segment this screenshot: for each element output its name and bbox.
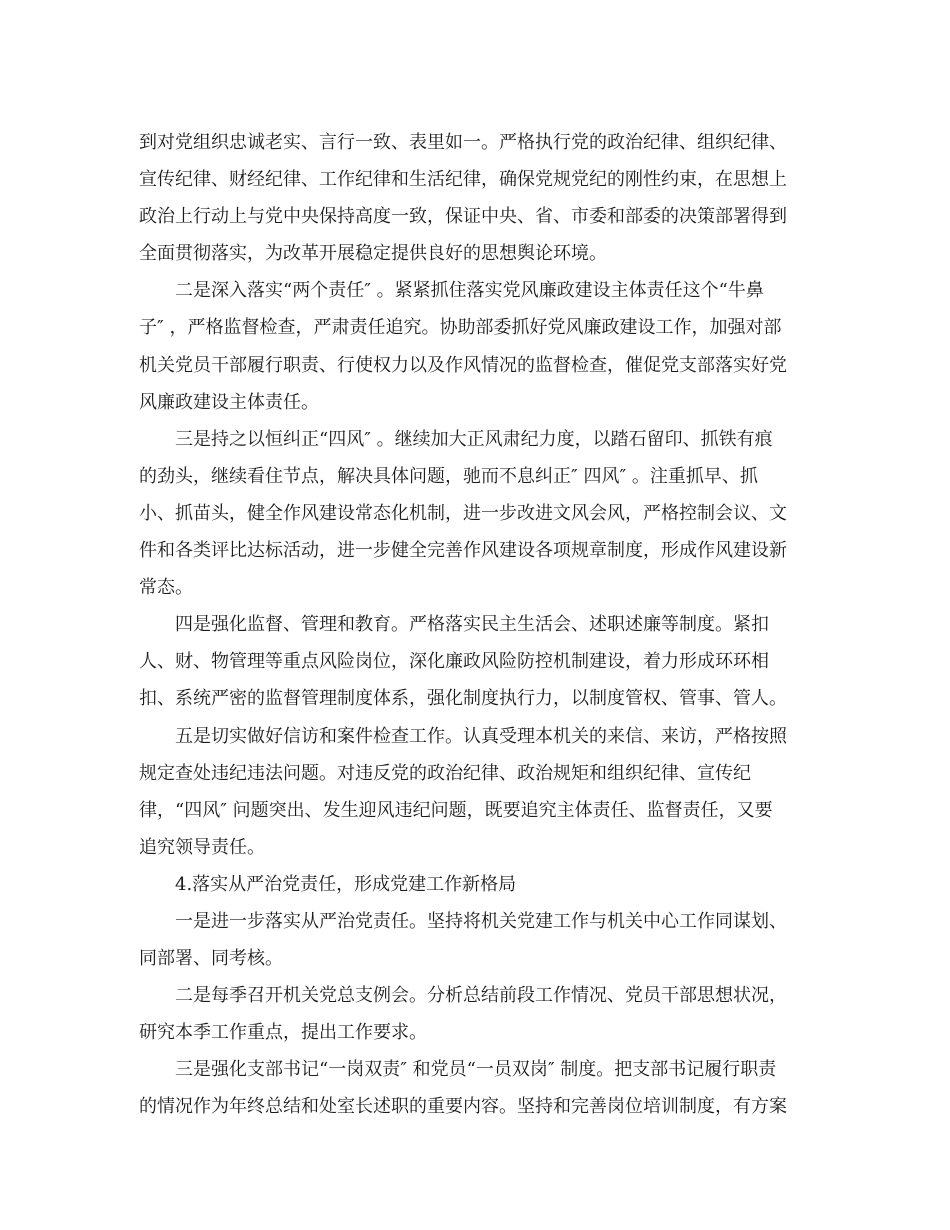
text-line: 到对党组织忠诚老实、言行一致、表里如一。严格执行党的政治纪律、组织纪律、 [139, 132, 787, 153]
text-line: 子″ ，严格监督检查，严肃责任追究。协助部委抓好党风廉政建设工作，加强对部 [139, 317, 782, 339]
text-line: 政治上行动上与党中央保持高度一致，保证中央、省、市委和部委的决策部署得到 [139, 206, 787, 228]
text-line: 同部署、同考核。 [139, 948, 283, 970]
text-line: 的劲头，继续看住节点，解决具体问题，驰而不息纠正″ 四风″ 。注重抓早、抓 [139, 465, 758, 487]
paragraph-first-line: 二是深入落实“两个责任″ 。紧紧抓住落实党风廉政建设主体责任这个“牛鼻 [175, 280, 764, 302]
text-line: 全面贯彻落实，为改革开展稳定提供良好的思想舆论环境。 [139, 243, 607, 265]
paragraph-first-line: 五是切实做好信访和案件检查工作。认真受理本机关的来信、来访，严格按照 [175, 725, 787, 747]
text-line: 研究本季工作重点，提出工作要求。 [139, 1022, 427, 1044]
text-line: 律，“四风″ 问题突出、发生迎风违纪问题，既要追究主体责任、监督责任，又要 [139, 799, 773, 821]
paragraph-first-line: 二是每季召开机关党总支例会。分析总结前段工作情况、党员干部思想状况， [175, 985, 787, 1007]
document-body [139, 124, 811, 1126]
paragraph-first-line: 一是进一步落实从严治党责任。坚持将机关党建工作与机关中心工作同谋划、 [175, 910, 787, 932]
paragraph-first-line: 三是持之以恒纠正“四风″ 。继续加大正风肃纪力度，以踏石留印、抓铁有痕 [175, 428, 773, 450]
text-line: 人、财、物管理等重点风险岗位，深化廉政风险防控机制建设，着力形成环环相 [139, 651, 769, 673]
paragraph-first-line: 4.落实从严治党责任，形成党建工作新格局 [175, 873, 517, 895]
paragraph-first-line: 四是强化监督、管理和教育。严格落实民主生活会、述职述廉等制度。紧扣 [175, 614, 769, 636]
text-line: 扣、系统严密的监督管理制度体系，强化制度执行力，以制度管权、管事、管人。 [139, 688, 787, 710]
text-line: 宣传纪律、财经纪律、工作纪律和生活纪律，确保党规党纪的刚性约束，在思想上 [139, 169, 787, 191]
text-line: 件和各类评比达标活动，进一步健全完善作风建设各项规章制度，形成作风建设新 [139, 540, 787, 562]
text-line: 规定查处违纪违法问题。对违反党的政治纪律、政治规矩和组织纪律、宣传纪 [139, 762, 751, 784]
text-line: 机关党员干部履行职责、行使权力以及作风情况的监督检查，催促党支部落实好党 [139, 354, 787, 376]
text-line: 的情况作为年终总结和处室长述职的重要内容。坚持和完善岗位培训制度，有方案 [139, 1096, 787, 1118]
paragraph-first-line: 三是强化支部书记“一岗双责″ 和党员“一员双岗″ 制度。把支部书记履行职责 [175, 1059, 777, 1081]
text-line: 追究领导责任。 [139, 836, 265, 858]
text-line: 小、抓苗头，健全作风建设常态化机制，进一步改进文风会风，严格控制会议、文 [139, 502, 787, 524]
text-line: 常态。 [139, 577, 193, 599]
text-line: 风廉政建设主体责任。 [139, 391, 319, 413]
